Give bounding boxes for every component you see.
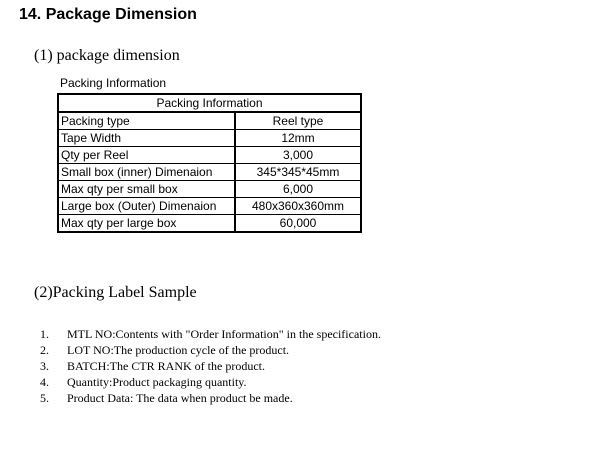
row-label: Small box (inner) Dimenaion	[58, 164, 235, 181]
table-caption: Packing Information	[60, 76, 167, 90]
table-row	[58, 215, 361, 233]
list-text: Product Data: The data when product be made.	[67, 391, 293, 405]
row-label: Large box (Outer) Dimenaion	[58, 198, 235, 215]
row-label: Max qty per small box	[58, 181, 235, 198]
row-value: Reel type	[235, 112, 361, 130]
list-item	[40, 390, 381, 406]
list-number: 5.	[40, 391, 49, 405]
section-title: 14. Package Dimension	[19, 6, 197, 23]
list-text: MTL NO:Contents with "Order Information" in the specification.	[67, 327, 381, 341]
label-fields-list	[40, 326, 381, 406]
list-text: BATCH:The CTR RANK of the product.	[67, 359, 265, 373]
table-row	[58, 164, 361, 181]
list-item	[40, 374, 381, 390]
subsection-package-dimension-title: (1) package dimension	[34, 47, 180, 64]
list-item	[40, 358, 381, 374]
table-row	[58, 112, 361, 130]
table-row	[58, 147, 361, 164]
list-text: Quantity:Product packaging quantity.	[67, 375, 247, 389]
table-header-row	[58, 94, 361, 112]
list-number: 1.	[40, 327, 49, 341]
table-header: Packing Information	[58, 94, 361, 112]
row-value: 12mm	[235, 130, 361, 147]
subsection-label-sample-title: (2)Packing Label Sample	[34, 284, 197, 301]
row-value: 6,000	[235, 181, 361, 198]
packing-information-table	[57, 93, 362, 233]
row-value: 480x360x360mm	[235, 198, 361, 215]
row-label: Packing type	[58, 112, 235, 130]
table-row	[58, 130, 361, 147]
row-value: 60,000	[235, 215, 361, 233]
table-row	[58, 181, 361, 198]
row-label: Max qty per large box	[58, 215, 235, 233]
list-number: 3.	[40, 359, 49, 373]
row-label: Qty per Reel	[58, 147, 235, 164]
row-label: Tape Width	[58, 130, 235, 147]
list-number: 2.	[40, 343, 49, 357]
row-value: 345*345*45mm	[235, 164, 361, 181]
list-item	[40, 342, 381, 358]
table-row	[58, 198, 361, 215]
list-text: LOT NO:The production cycle of the product.	[67, 343, 290, 357]
row-value: 3,000	[235, 147, 361, 164]
list-number: 4.	[40, 375, 49, 389]
list-item	[40, 326, 381, 342]
